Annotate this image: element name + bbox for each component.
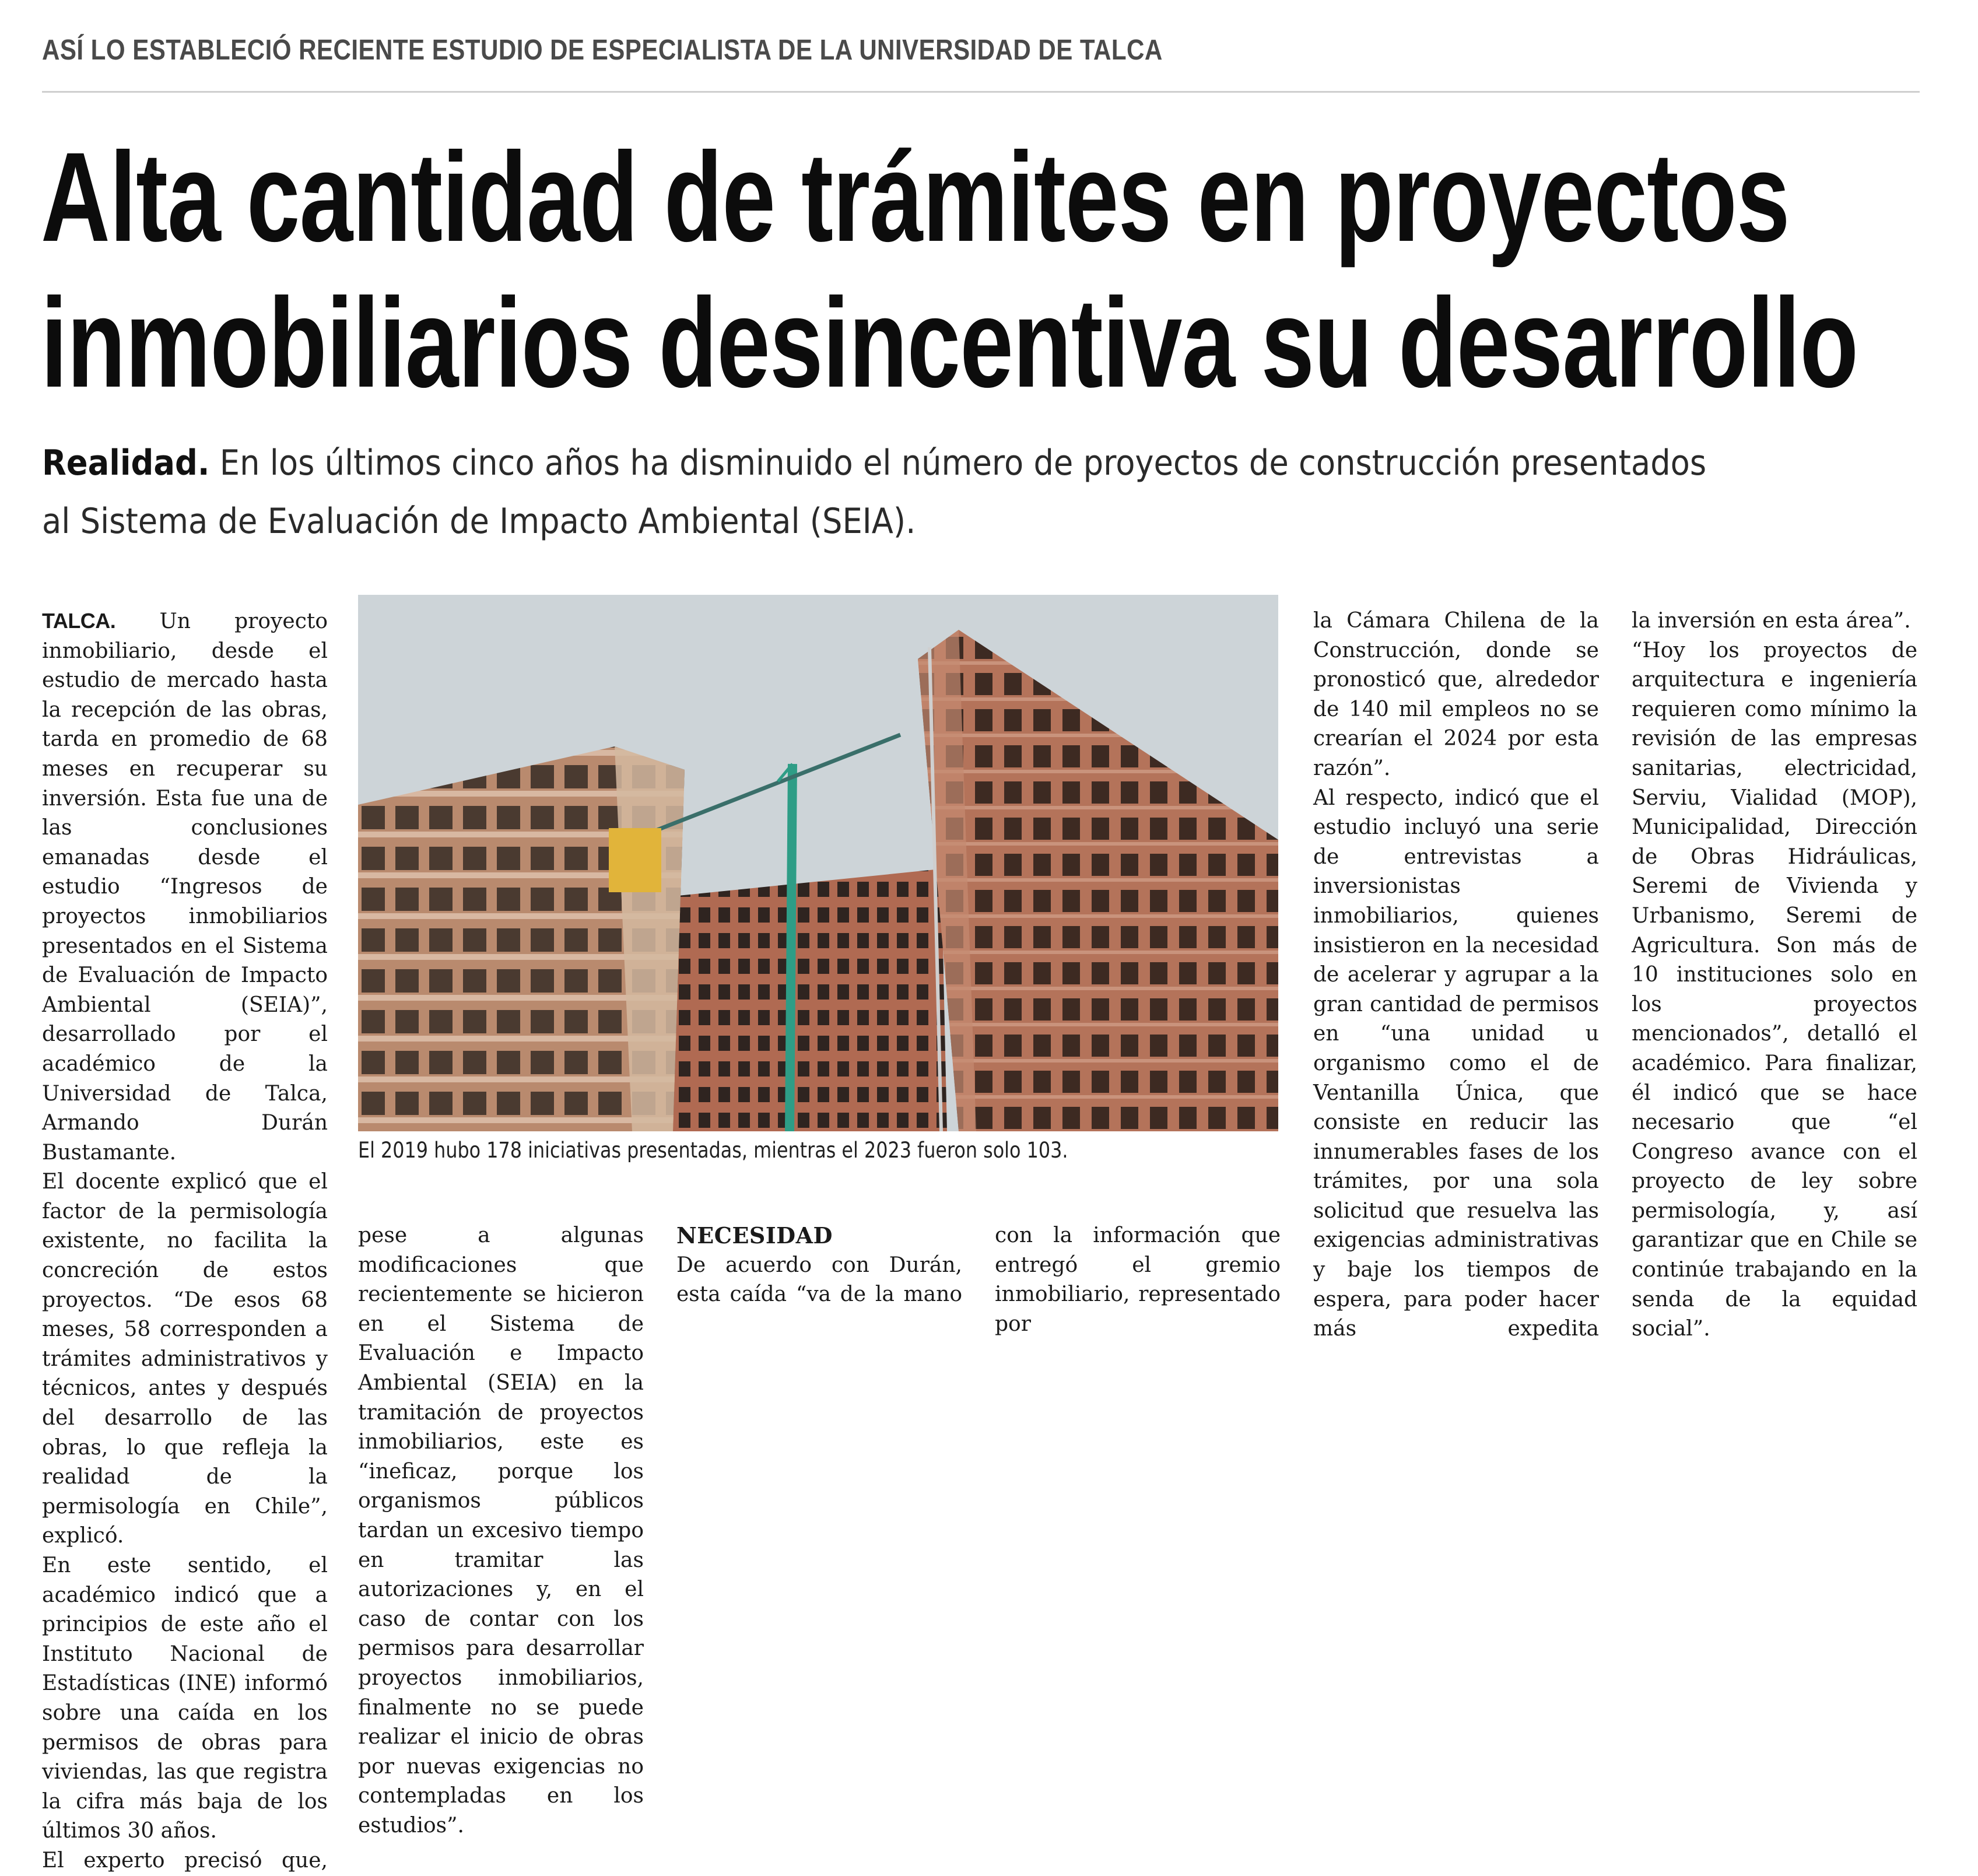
article-column-5 [1313, 606, 1599, 1344]
deck-lead: Realidad. [42, 443, 210, 483]
paragraph: la Cámara Chilena de la Construcción, donde se pronosticó que, alrededor de 140 mil empleos no se crearían el 2024 por esta razón”. [1313, 609, 1599, 780]
divider-rule [42, 91, 1920, 93]
paragraph: con la información que entregó el gremio inmobiliario, representado por [995, 1223, 1281, 1336]
paragraph: “Hoy los proyectos de arquitectura e ingeniería requieren como mínimo la revisión de las empresas sanitarias, electricidad, Serviu, Vialidad (MOP), Municipalidad, Dirección de Obras Hidráulicas, Seremi de Vivienda y Urbanismo, Seremi de Agricultura. Son más de 10 instituciones solo en los proyectos mencionados”, detalló el académico. Para finalizar, él indicó que se hace necesario que “el Congreso avance con el proyecto de ley sobre permisología, y, así garantizar que en Chile se continúe trabajando en la senda de la equidad social”. [1632, 638, 1917, 1341]
paragraph: De acuerdo con Durán, esta caída “va de la mano [676, 1253, 962, 1307]
deck-text-1: En los últimos cinco años ha disminuido el número de proyectos de construcción presentados [219, 443, 1707, 483]
construction-buildings-photo [358, 595, 1278, 1131]
paragraph-text: Un proyecto inmobiliario, desde el estudio de mercado hasta la recepción de las obras, tarda en promedio de 68 meses en recuperar su inversión. Esta fue una de las conclusiones emanadas desde el estudio “Ingresos de proyectos inmobiliarios presentados en el Sistema de Evaluación de Impacto Ambiental (SEIA)”, desarrollado por el académico de la Universidad de Talca, Armando Durán Bustamante. [42, 609, 328, 1165]
paragraph: Al respecto, indicó que el estudio incluyó una serie de entrevistas a inversionistas inmobiliarios, quienes insistieron en la necesidad de acelerar y agrupar a la gran cantidad de permisos en “una unidad u organismo como el de Ventanilla Única, que consiste en reducir las innumerables fases de los trámites, por una sola solicitud que resuelva las exigencias administrativas y baje los tiempos de espera, para poder hacer más expedita [1313, 786, 1599, 1341]
dateline: TALCA. [42, 609, 116, 633]
deck-line-2: al Sistema de Evaluación de Impacto Ambiental (SEIA). [42, 501, 916, 542]
deck-line-1 [42, 434, 1746, 492]
headline-line-1: Alta cantidad de trámites en proyectos [41, 127, 1790, 268]
photo-caption: El 2019 hubo 178 iniciativas presentadas, mientras el 2023 fueron solo 103. [358, 1138, 1068, 1163]
paragraph: pese a algunas modificaciones que recientemente se hicieron en el Sistema de Evaluación e Impacto Ambiental (SEIA) en la tramitación de proyectos inmobiliarios, este es “ineficaz, porque los organismos públicos tardan un excesivo tiempo en tramitar las autorizaciones y, en el caso de contar con los permisos para desarrollar proyectos inmobiliarios, finalmente no se puede realizar el inicio de obras por nuevas exigencias no contempladas en los estudios”. [358, 1223, 644, 1838]
paragraph: El docente explicó que el factor de la permisología existente, no facilita la concreción de estos proyectos. “De esos 68 meses, 58 corresponden a trámites administrativos y técnicos, antes y después del desarrollo de las obras, lo que refleja la realidad de la permisología en Chile”, explicó. [42, 1170, 328, 1548]
section-subhead: NECESIDAD [676, 1222, 833, 1249]
paragraph: la inversión en esta área”. [1632, 609, 1911, 633]
deck [42, 434, 1746, 550]
article-column-6 [1632, 606, 1917, 1344]
building-icon [358, 595, 1278, 1131]
kicker: ASÍ LO ESTABLECIÓ RECIENTE ESTUDIO DE ESPECIALISTA DE LA UNIVERSIDAD DE TALCA [42, 34, 1163, 66]
article-column-4 [995, 1221, 1281, 1339]
paragraph [42, 606, 328, 1167]
paragraph: En este sentido, el académico indicó que a principios de este año el Instituto Nacional de Estadísticas (INE) informó sobre una caída en los permisos de obras para viviendas, las que registra la cifra más baja de los últimos 30 años. [42, 1554, 328, 1843]
headline-line-2: inmobiliarios desincentiva su desarrollo [41, 272, 1858, 414]
paragraph: El experto precisó que, [42, 1848, 328, 1873]
article-column-1 [42, 606, 328, 1876]
headline [41, 125, 1858, 416]
article-column-3 [676, 1221, 962, 1310]
article-column-2 [358, 1221, 644, 1840]
